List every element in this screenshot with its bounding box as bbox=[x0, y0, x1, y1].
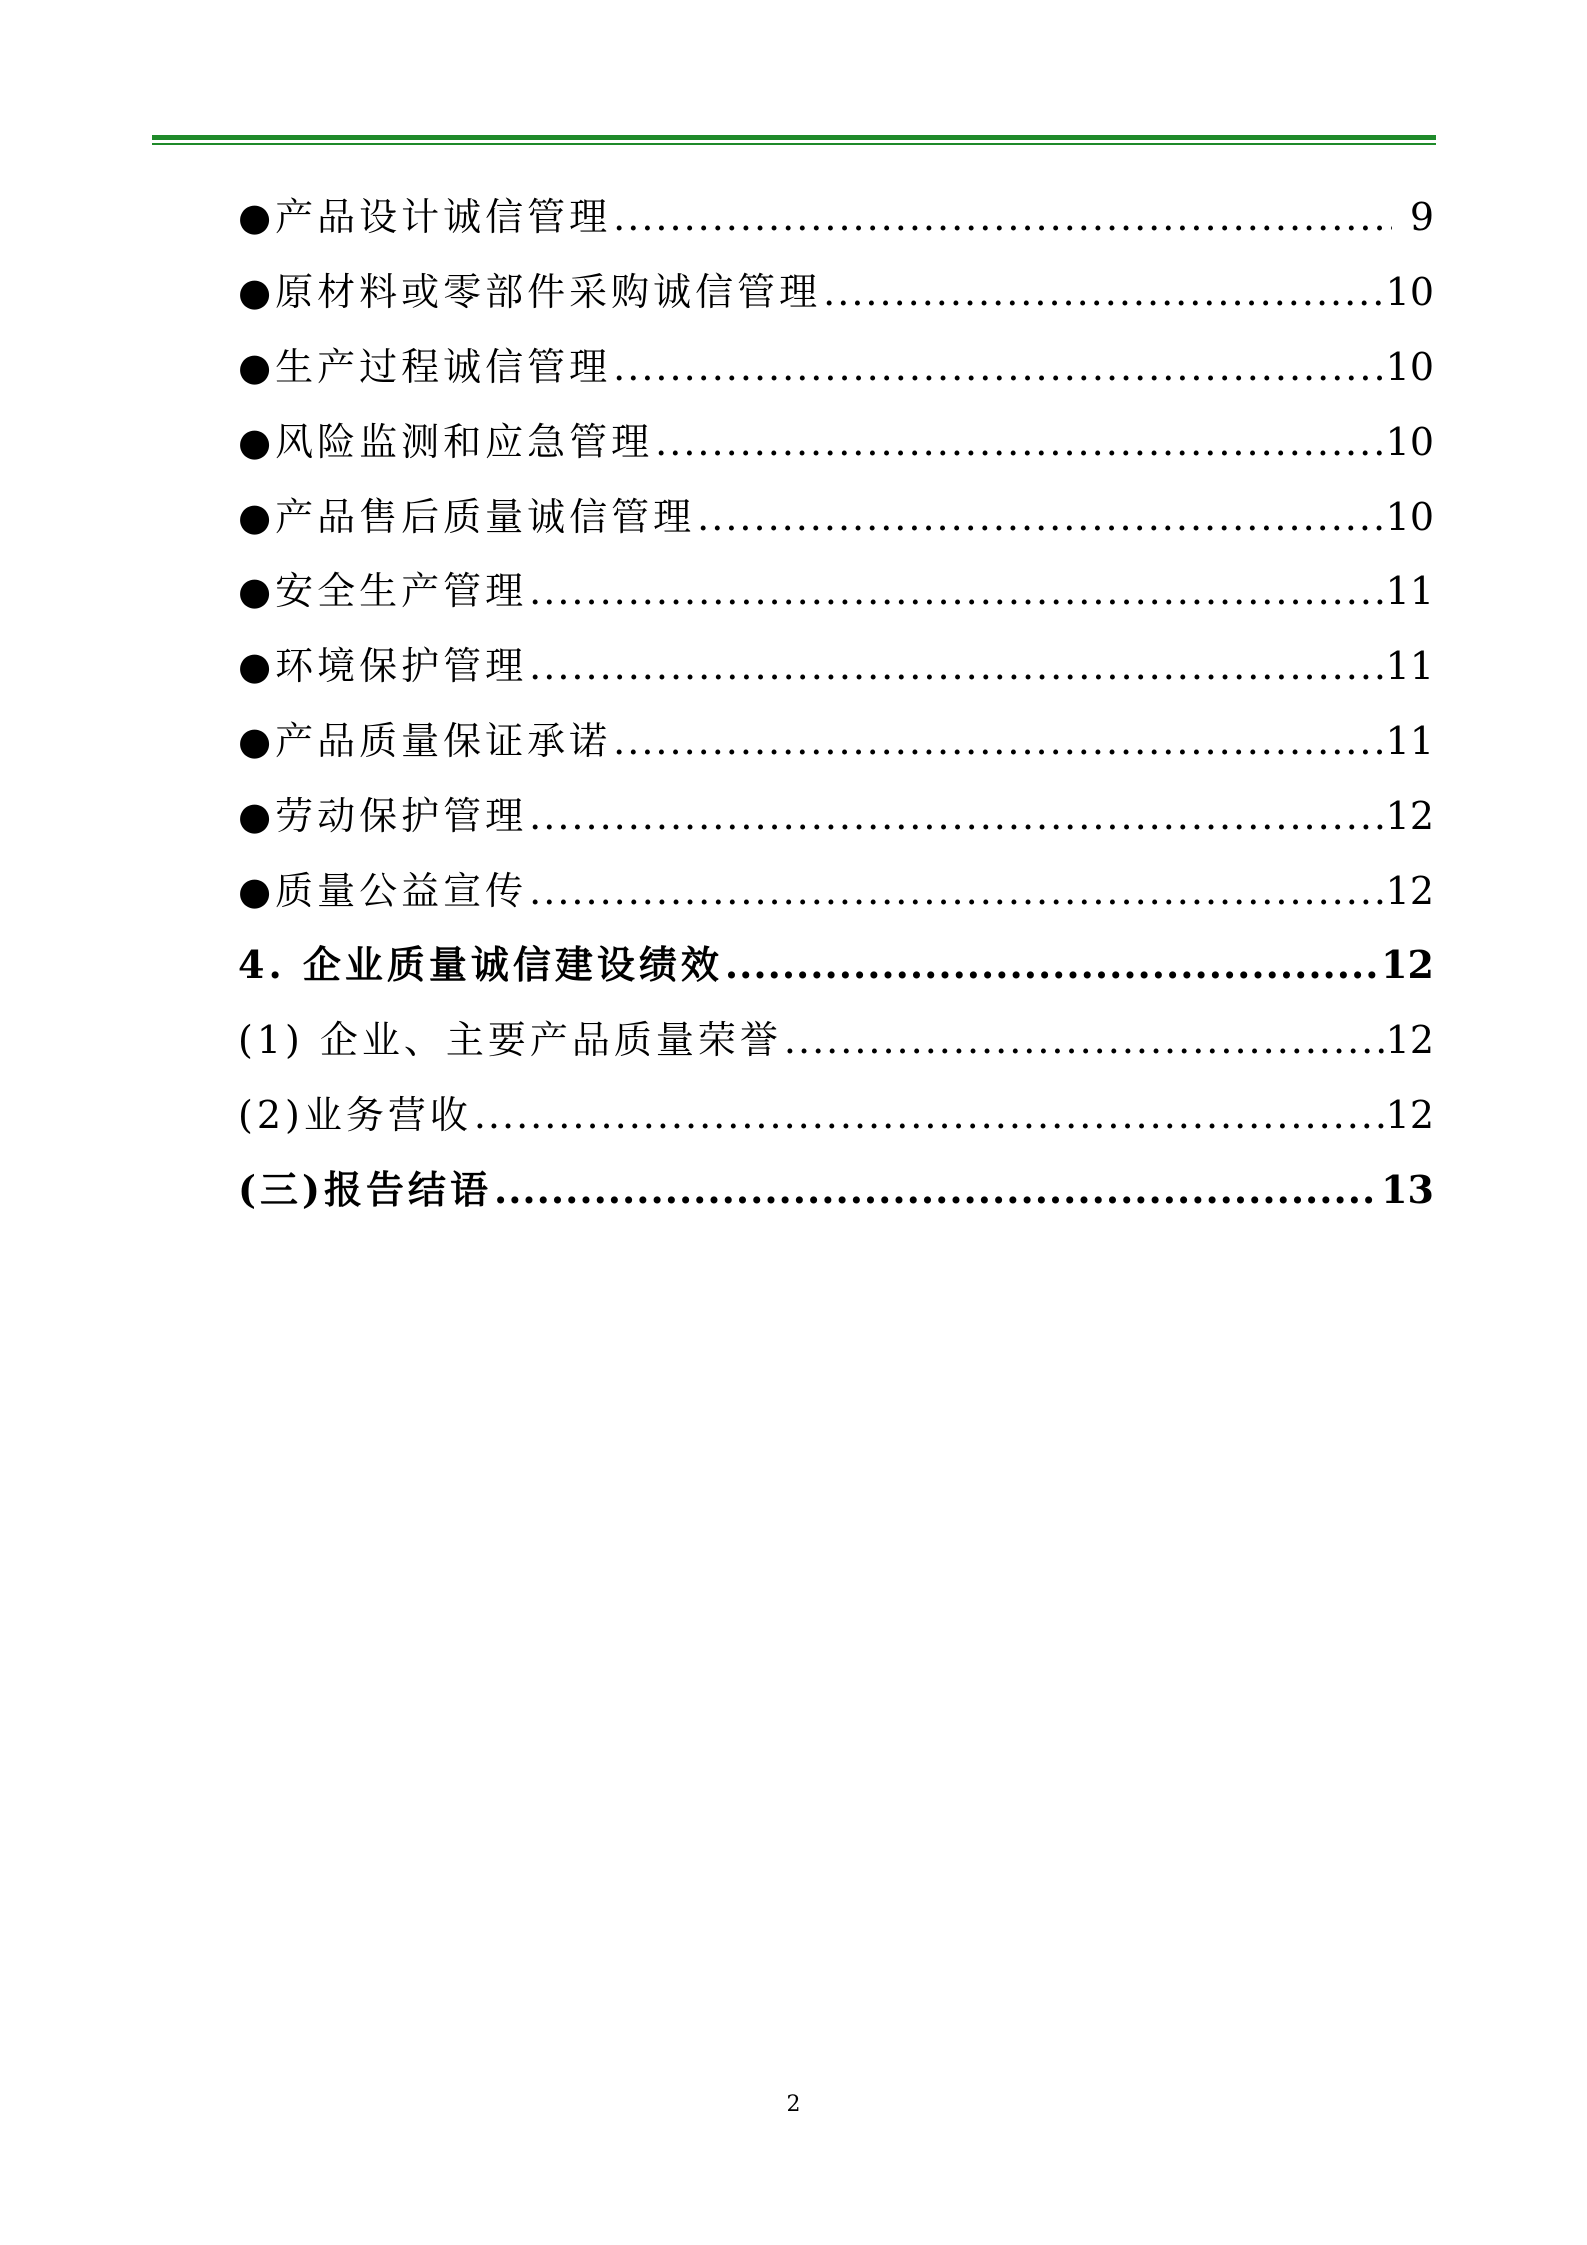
toc-entry-environment[interactable] bbox=[238, 629, 1434, 704]
toc-entry-after-sales[interactable] bbox=[238, 479, 1434, 554]
toc-entry-label: ●产品设计诚信管理 bbox=[238, 195, 612, 240]
toc-entry-production-process[interactable] bbox=[238, 330, 1434, 405]
toc-page-number: 13 bbox=[1381, 1166, 1434, 1212]
toc-leader-dots bbox=[613, 348, 1383, 386]
toc-entry-labor-protection[interactable] bbox=[238, 778, 1434, 853]
toc-page-number: 10 bbox=[1385, 419, 1434, 464]
toc-entry-honors[interactable] bbox=[238, 1003, 1434, 1078]
toc-entry-quality-commitment[interactable] bbox=[238, 704, 1434, 779]
toc-page-number: 10 bbox=[1385, 270, 1434, 315]
toc-leader-dots bbox=[784, 1021, 1384, 1059]
toc-entry-label: (2)业务营收 bbox=[238, 1092, 472, 1137]
toc-entry-label: ●风险监测和应急管理 bbox=[238, 419, 654, 464]
toc-leader-dots bbox=[529, 797, 1383, 835]
toc-entry-label: ●劳动保护管理 bbox=[238, 793, 528, 838]
header-rule bbox=[152, 135, 1436, 140]
toc-entry-label: ●安全生产管理 bbox=[238, 569, 528, 614]
toc-page-number: 12 bbox=[1385, 793, 1434, 838]
toc-entry-label: ●原材料或零部件采购诚信管理 bbox=[238, 270, 822, 315]
toc-entry-product-design[interactable] bbox=[238, 180, 1434, 255]
toc-entry-label: ●生产过程诚信管理 bbox=[238, 344, 612, 389]
toc-page-number: 12 bbox=[1381, 942, 1434, 988]
toc-page-number: 10 bbox=[1385, 344, 1434, 389]
toc-leader-dots bbox=[529, 647, 1383, 685]
toc-entry-safety-production[interactable] bbox=[238, 554, 1434, 629]
toc-entry-label: (1) 企业、主要产品质量荣誉 bbox=[238, 1018, 782, 1063]
toc-entry-revenue[interactable] bbox=[238, 1078, 1434, 1153]
toc-leader-dots bbox=[529, 572, 1383, 610]
table-of-contents bbox=[238, 180, 1434, 1227]
toc-entry-label: ●质量公益宣传 bbox=[238, 868, 528, 913]
toc-entry-label: ●产品质量保证承诺 bbox=[238, 718, 612, 763]
toc-entry-label: 4. 企业质量诚信建设绩效 bbox=[238, 942, 723, 988]
toc-entry-label: ●环境保护管理 bbox=[238, 644, 528, 689]
toc-page-number: 10 bbox=[1385, 494, 1434, 539]
toc-leader-dots bbox=[655, 423, 1383, 461]
toc-leader-dots bbox=[474, 1096, 1384, 1134]
toc-entry-label: ●产品售后质量诚信管理 bbox=[238, 494, 696, 539]
toc-page-number: 12 bbox=[1385, 1018, 1434, 1063]
header-rule-thin bbox=[152, 143, 1436, 145]
toc-page-number: 12 bbox=[1385, 868, 1434, 913]
toc-page-number: 11 bbox=[1385, 718, 1434, 763]
toc-entry-conclusion[interactable] bbox=[238, 1152, 1434, 1227]
toc-entry-procurement[interactable] bbox=[238, 255, 1434, 330]
toc-page-number: 9 bbox=[1409, 195, 1434, 240]
toc-leader-dots bbox=[494, 1171, 1379, 1209]
toc-leader-dots bbox=[613, 198, 1392, 236]
toc-entry-risk-monitoring[interactable] bbox=[238, 404, 1434, 479]
toc-leader-dots bbox=[725, 946, 1379, 984]
toc-page-number: 11 bbox=[1385, 569, 1434, 614]
toc-entry-public-welfare[interactable] bbox=[238, 853, 1434, 928]
toc-leader-dots bbox=[529, 872, 1383, 910]
page-number: 2 bbox=[786, 2092, 801, 2117]
toc-leader-dots bbox=[613, 722, 1383, 760]
toc-page-number: 11 bbox=[1385, 644, 1434, 689]
toc-entry-label: (三)报告结语 bbox=[238, 1166, 492, 1212]
toc-page-number: 12 bbox=[1385, 1092, 1434, 1137]
toc-entry-performance[interactable] bbox=[238, 928, 1434, 1003]
toc-leader-dots bbox=[823, 273, 1383, 311]
toc-leader-dots bbox=[697, 498, 1383, 536]
